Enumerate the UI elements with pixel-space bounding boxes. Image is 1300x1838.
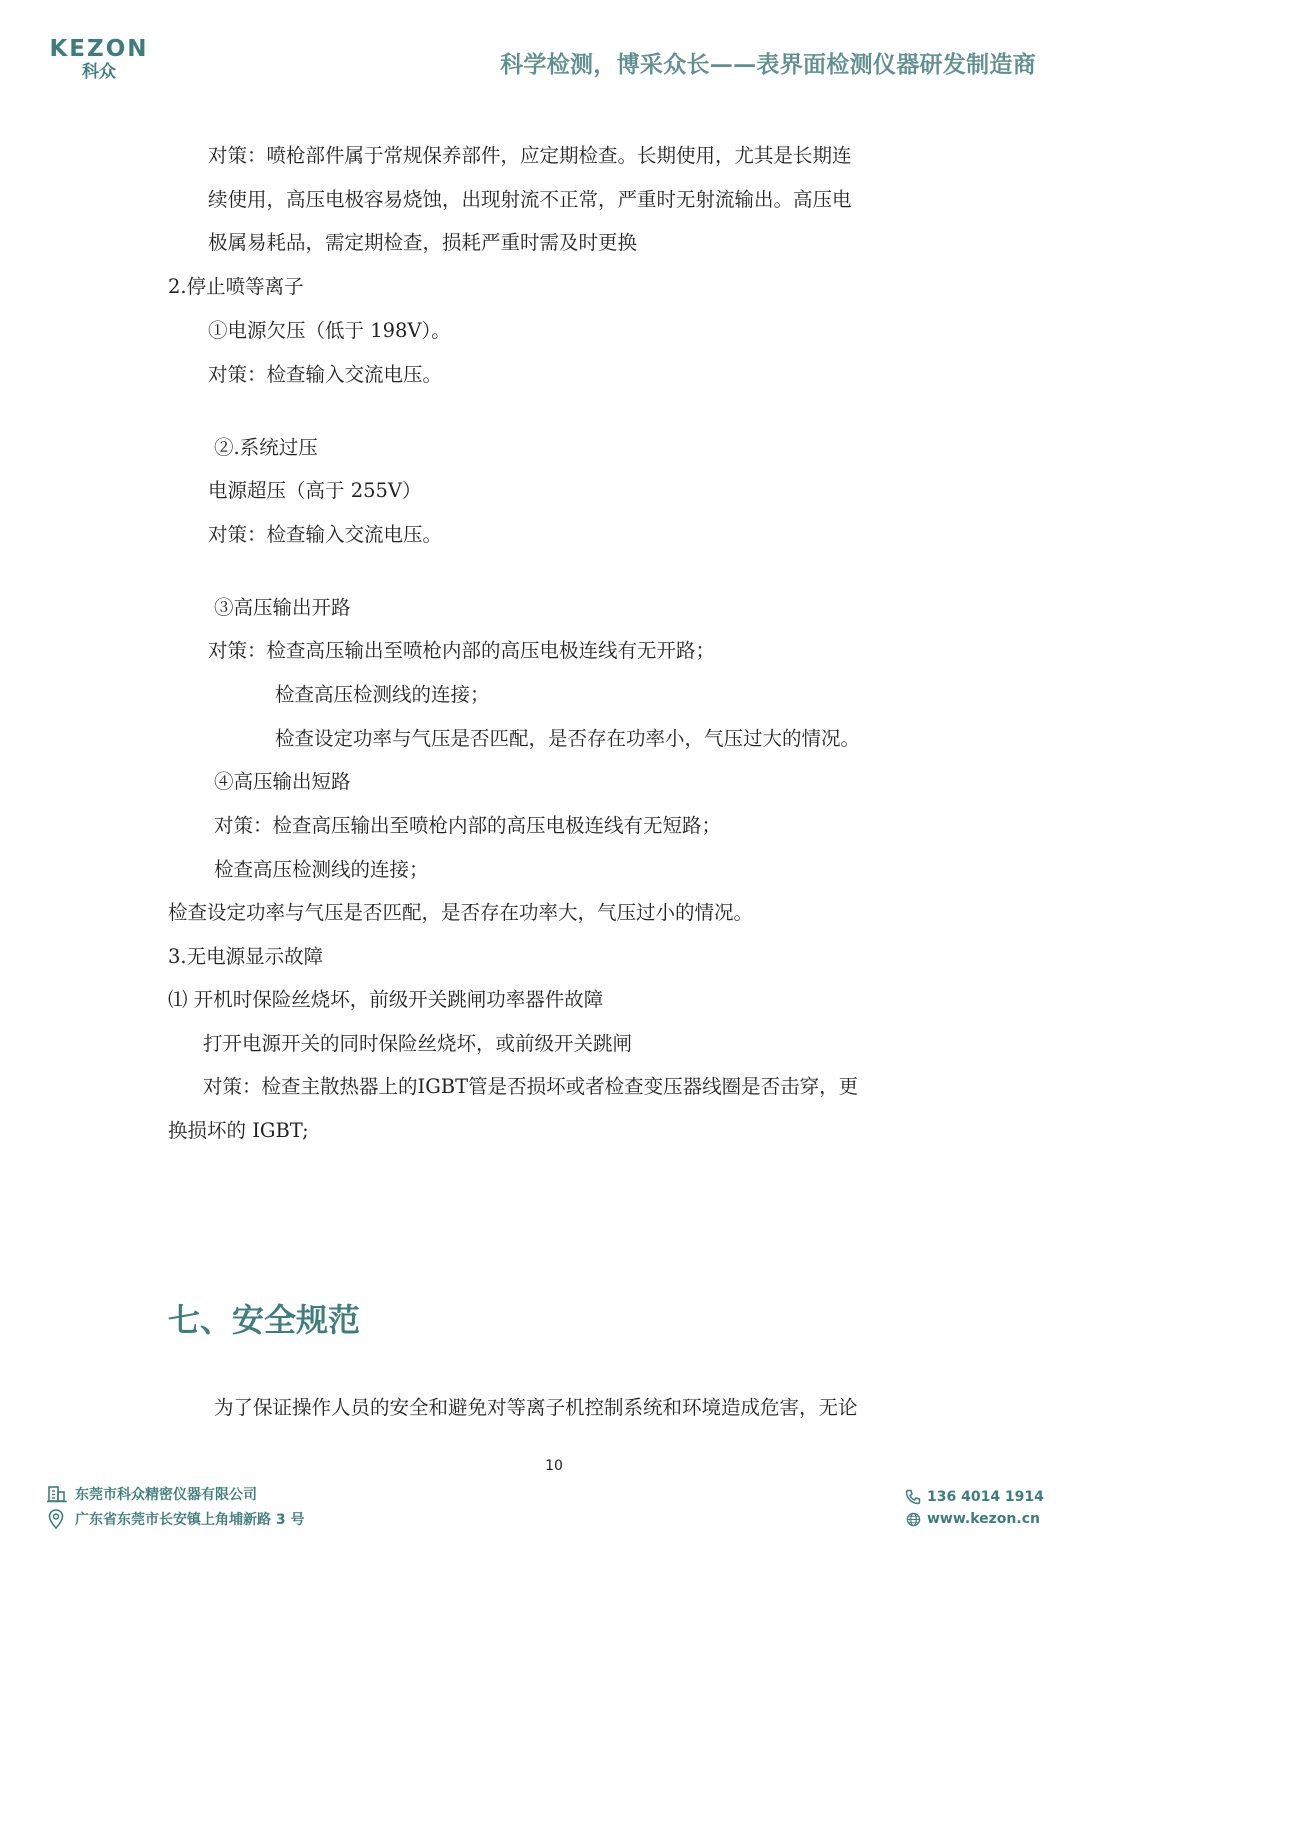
countermeasure-line: 对策：检查输入交流电压。 <box>208 523 443 546</box>
countermeasure-line: 对策：检查高压输出至喷枪内部的高压电极连线有无短路； <box>214 814 722 837</box>
paragraph-line: 对策：喷枪部件属于常规保养部件，应定期检查。长期使用，尤其是长期连 <box>208 144 852 167</box>
list-item: ③高压输出开路 <box>214 596 351 619</box>
list-heading: 2.停止喷等离子 <box>168 275 304 298</box>
list-item: ②.系统过压 <box>214 436 318 459</box>
page-number: 10 <box>545 1458 563 1474</box>
list-item: ①电源欠压（低于 198V）。 <box>208 319 451 342</box>
paragraph-line: 换损坏的 IGBT; <box>168 1119 309 1142</box>
building-icon <box>47 1485 67 1507</box>
list-heading: 3.无电源显示故障 <box>168 945 324 968</box>
footer-phone: 136 4014 1914 <box>927 1489 1044 1505</box>
paragraph-line: 检查高压检测线的连接； <box>214 858 429 881</box>
phone-icon <box>905 1489 921 1509</box>
paragraph-line: 检查设定功率与气压是否匹配，是否存在功率小，气压过大的情况。 <box>275 727 861 750</box>
logo-chinese-name: 科众 <box>82 62 116 82</box>
paragraph-line: 检查高压检测线的连接； <box>275 683 490 706</box>
company-logo <box>44 36 154 82</box>
footer-company-name: 东莞市科众精密仪器有限公司 <box>75 1487 257 1503</box>
logo-wordmark: KEZON <box>49 36 149 62</box>
paragraph-line: 续使用，高压电极容易烧蚀，出现射流不正常，严重时无射流输出。高压电 <box>208 188 852 211</box>
paragraph-line: 电源超压（高于 255V） <box>208 479 422 502</box>
globe-icon <box>906 1512 921 1531</box>
countermeasure-line: 对策：检查高压输出至喷枪内部的高压电极连线有无开路； <box>208 639 716 662</box>
section-intro: 为了保证操作人员的安全和避免对等离子机控制系统和环境造成危害，无论 <box>214 1396 858 1419</box>
footer-address: 广东省东莞市长安镇上角埔新路 3 号 <box>75 1512 305 1528</box>
paragraph-line: 检查设定功率与气压是否匹配，是否存在功率大，气压过小的情况。 <box>168 901 754 924</box>
location-pin-icon <box>48 1509 64 1533</box>
countermeasure-line: 对策：检查输入交流电压。 <box>208 363 443 386</box>
list-item: ④高压输出短路 <box>214 770 351 793</box>
countermeasure-line: 对策：检查主散热器上的IGBT管是否损坏或者检查变压器线圈是否击穿，更 <box>203 1075 859 1098</box>
header-slogan: 科学检测，博采众长——表界面检测仪器研发制造商 <box>500 51 1036 78</box>
footer-website: www.kezon.cn <box>927 1511 1040 1527</box>
paragraph-line: 极属易耗品，需定期检查，损耗严重时需及时更换 <box>208 231 638 254</box>
list-item: ⑴ 开机时保险丝烧坏，前级开关跳闸功率器件故障 <box>168 988 604 1011</box>
section-heading: 七、安全规范 <box>168 1301 361 1339</box>
paragraph-line: 打开电源开关的同时保险丝烧坏，或前级开关跳闸 <box>203 1032 633 1055</box>
